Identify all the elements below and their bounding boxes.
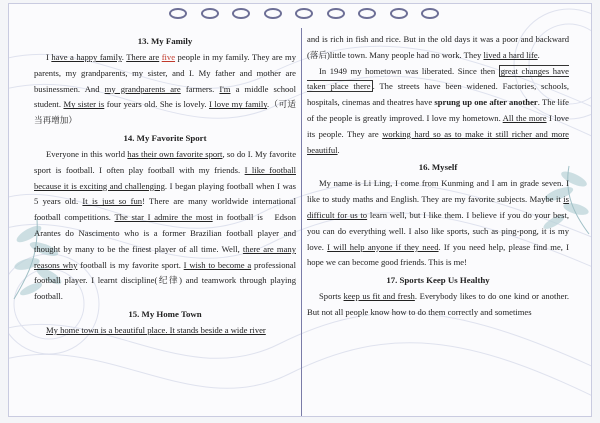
underlined-phrase: My sister is: [63, 99, 105, 110]
binder-rings: [169, 8, 439, 24]
text: people in my family. They are my parents, my grandparents, my sister, and I. My father and mother are businessmen. And: [34, 52, 296, 94]
text: and is rich in fish and rice. But in the old days it was a poor and backward (落后)little town. Many people had no work. They: [307, 34, 569, 60]
binder-ring: [390, 8, 408, 19]
binder-ring: [264, 8, 282, 19]
text: . I began playing football when I was 5 years old.: [34, 180, 296, 207]
section-15-body-start: [34, 323, 296, 339]
underlined-phrase: I like football because it is exciting and challenging: [34, 164, 296, 191]
underlined-phrase: there are many reasons why: [34, 243, 297, 270]
highlighted-word: five: [161, 52, 176, 62]
text: . Everybody likes to do one kind or another. But not all people know how to do them correctly and sometimes: [307, 291, 569, 317]
text: . If you need help, please find me, I hope we can become good friends. This is me!: [307, 241, 569, 268]
underlined-phrase: I love my family: [209, 99, 268, 110]
text: .（可适当再增加）: [34, 99, 297, 126]
text: football is my favorite sport.: [77, 259, 184, 270]
text: , so do I. My favorite sport is football. I often play football with my friends.: [34, 148, 297, 175]
underlined-phrase: I'm: [219, 83, 231, 94]
section-16-body: [307, 176, 569, 271]
text: Sports: [319, 291, 344, 302]
text: . The life of the people is greatly improved. I love my hometown.: [307, 97, 569, 123]
binder-ring: [421, 8, 439, 19]
binder-ring: [201, 8, 219, 19]
section-15-body-2: [307, 64, 569, 159]
text: . The streets have been widened. Factories, schools, hospitals, cinemas and theatres have: [307, 81, 569, 108]
worksheet-page: [8, 3, 592, 417]
text: professional football player. I learnt discipline(纪律) and teamwork through playing football.: [34, 259, 296, 302]
binder-ring: [232, 8, 250, 19]
boxed-phrase: great changes have taken place there: [307, 65, 569, 92]
text: I: [46, 52, 52, 62]
text: My name is Li Ling, I come from Kunming and I am in grade seven. I like to study maths and English. They are my favorite subjects. Maybe it: [307, 178, 569, 205]
text: In 1949 my hometown was liberated. Since then: [319, 65, 499, 76]
underlined-phrase: keep us fit and fresh: [343, 291, 415, 302]
right-column: [307, 32, 569, 416]
text: .: [337, 144, 340, 155]
text: in football is Edson Arantes do Nascimento who is a former Brazilian football player and thought by many to be the finest player of all time. Well,: [34, 212, 296, 254]
section-14-title: 14. My Favorite Sport: [123, 132, 207, 143]
section-13-title: 13. My Family: [137, 36, 193, 46]
underlined-phrase: my grandparents are: [104, 83, 181, 94]
section-17-body: [307, 289, 569, 321]
text: Everyone in this world: [46, 148, 128, 159]
section-16-title: 16. Myself: [418, 162, 458, 173]
text: learn well, but I like them. I believe if you do your best, you can do everything well. I also like sports, such as ping-pong, it is my love.: [307, 209, 569, 252]
left-column: [34, 32, 296, 416]
text: four years old. She is lovely.: [104, 99, 210, 110]
column-divider: [301, 28, 302, 417]
underlined-phrase: has their own favorite sport: [127, 148, 223, 159]
text: I love its people. They are: [307, 112, 569, 139]
text: farmers.: [180, 83, 220, 94]
text: a middle school student.: [34, 83, 296, 110]
underlined-phrase: It is just so fun: [82, 196, 143, 207]
binder-ring: [358, 8, 376, 19]
section-17-title: 17. Sports Keep Us Healthy: [386, 275, 490, 286]
underlined-phrase: have a happy family: [51, 52, 122, 62]
underlined-phrase: The star I admire the most: [114, 212, 213, 223]
text: .: [537, 49, 540, 60]
underlined-phrase: lived a hard life: [483, 49, 538, 60]
underlined-phrase: There are: [126, 52, 160, 62]
binder-ring: [169, 8, 187, 19]
underlined-phrase: I wish to become a: [183, 259, 252, 270]
section-14-body: [34, 147, 296, 305]
underlined-phrase: is difficult for us to: [307, 194, 569, 220]
underlined-phrase: working hard so as to make it still richer and more beautiful: [307, 128, 570, 155]
underlined-phrase: All the more: [502, 112, 547, 123]
underlined-phrase: My home town is a beautiful place. It stands beside a wide river: [46, 324, 266, 335]
underlined-phrase: I will help anyone if they need: [327, 241, 439, 252]
text: .: [121, 52, 127, 62]
section-15-title: 15. My Home Town: [128, 308, 202, 319]
section-13-body: [34, 50, 296, 129]
text: ! There are many worldwide international football competitions.: [34, 196, 296, 223]
binder-ring: [327, 8, 345, 19]
section-15-body-cont: [307, 32, 569, 64]
bold-phrase: sprung up one after another: [434, 97, 538, 108]
binder-ring: [295, 8, 313, 19]
